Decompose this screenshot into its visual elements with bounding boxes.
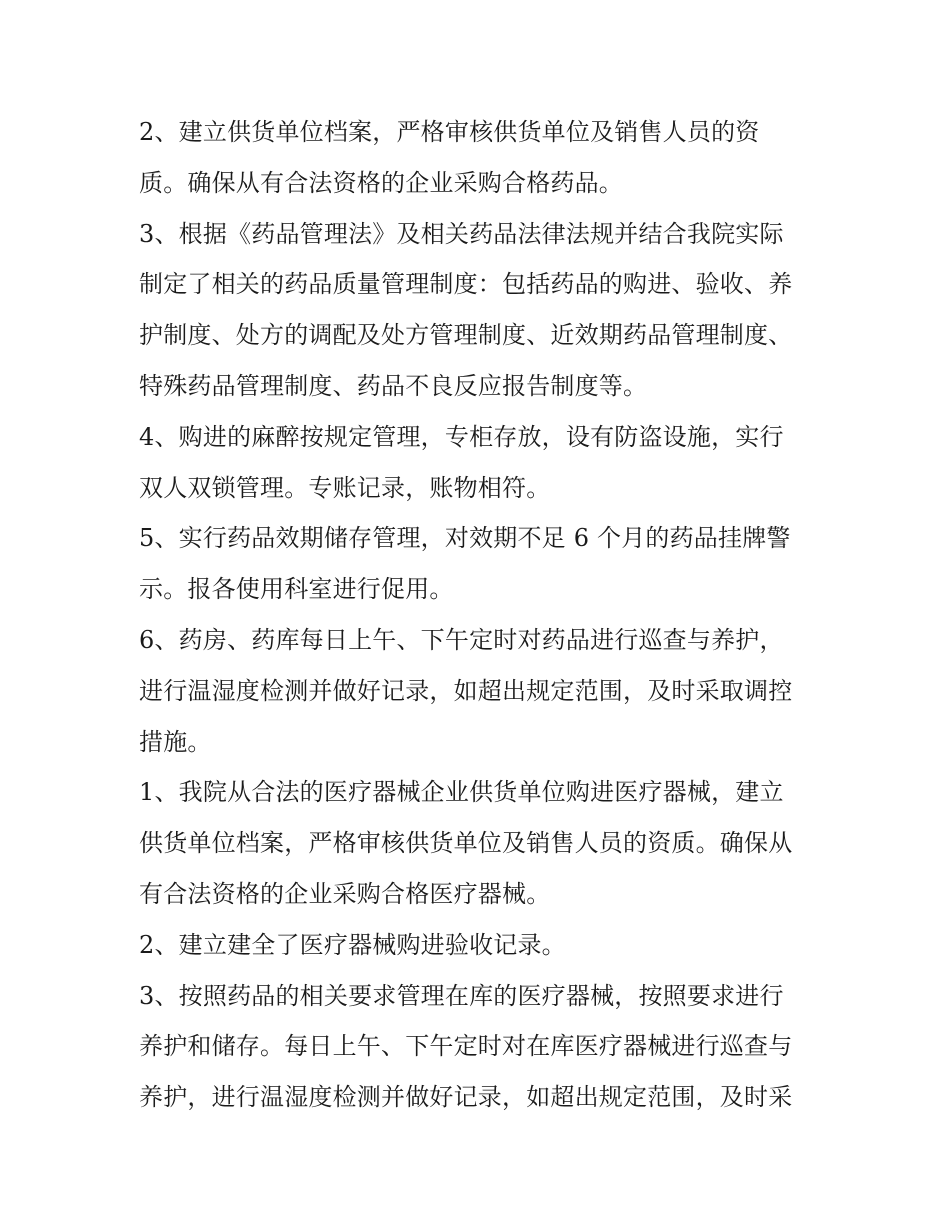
text-line: 1、我院从合法的医疗器械企业供货单位购进医疗器械，建立 xyxy=(139,778,784,807)
text-line: 2、建立建全了医疗器械购进验收记录。 xyxy=(139,930,566,959)
text-line: 护制度、处方的调配及处方管理制度、近效期药品管理制度、 xyxy=(139,321,793,350)
text-line: 措施。 xyxy=(139,727,212,756)
text-line: 3、根据《药品管理法》及相关药品法律法规并结合我院实际 xyxy=(139,219,784,248)
text-line: 供货单位档案，严格审核供货单位及销售人员的资质。确保从 xyxy=(139,829,793,858)
text-line: 有合法资格的企业采购合格医疗器械。 xyxy=(139,879,551,908)
text-line: 特殊药品管理制度、药品不良反应报告制度等。 xyxy=(139,371,648,400)
text-line: 质。确保从有合法资格的企业采购合格药品。 xyxy=(139,168,623,197)
text-line: 示。报各使用科室进行促用。 xyxy=(139,575,454,604)
text-line: 4、购进的麻醉按规定管理，专柜存放，设有防盗设施，实行 xyxy=(139,422,784,451)
text-line: 制定了相关的药品质量管理制度：包括药品的购进、验收、养 xyxy=(139,270,793,299)
text-line: 进行温湿度检测并做好记录，如超出规定范围，及时采取调控 xyxy=(139,676,793,705)
document-body xyxy=(139,107,819,1123)
text-line: 养护和储存。每日上午、下午定时对在库医疗器械进行巡查与 xyxy=(139,1032,793,1061)
text-line: 6、药房、药库每日上午、下午定时对药品进行巡查与养护， xyxy=(139,625,784,654)
text-line: 2、建立供货单位档案，严格审核供货单位及销售人员的资 xyxy=(139,118,760,146)
text-line: 养护，进行温湿度检测并做好记录，如超出规定范围，及时采 xyxy=(139,1083,793,1112)
text-line: 3、按照药品的相关要求管理在库的医疗器械，按照要求进行 xyxy=(139,981,784,1010)
text-line: 双人双锁管理。专账记录，账物相符。 xyxy=(139,473,551,502)
text-line: 5、实行药品效期储存管理，对效期不足 6 个月的药品挂牌警 xyxy=(139,524,791,553)
